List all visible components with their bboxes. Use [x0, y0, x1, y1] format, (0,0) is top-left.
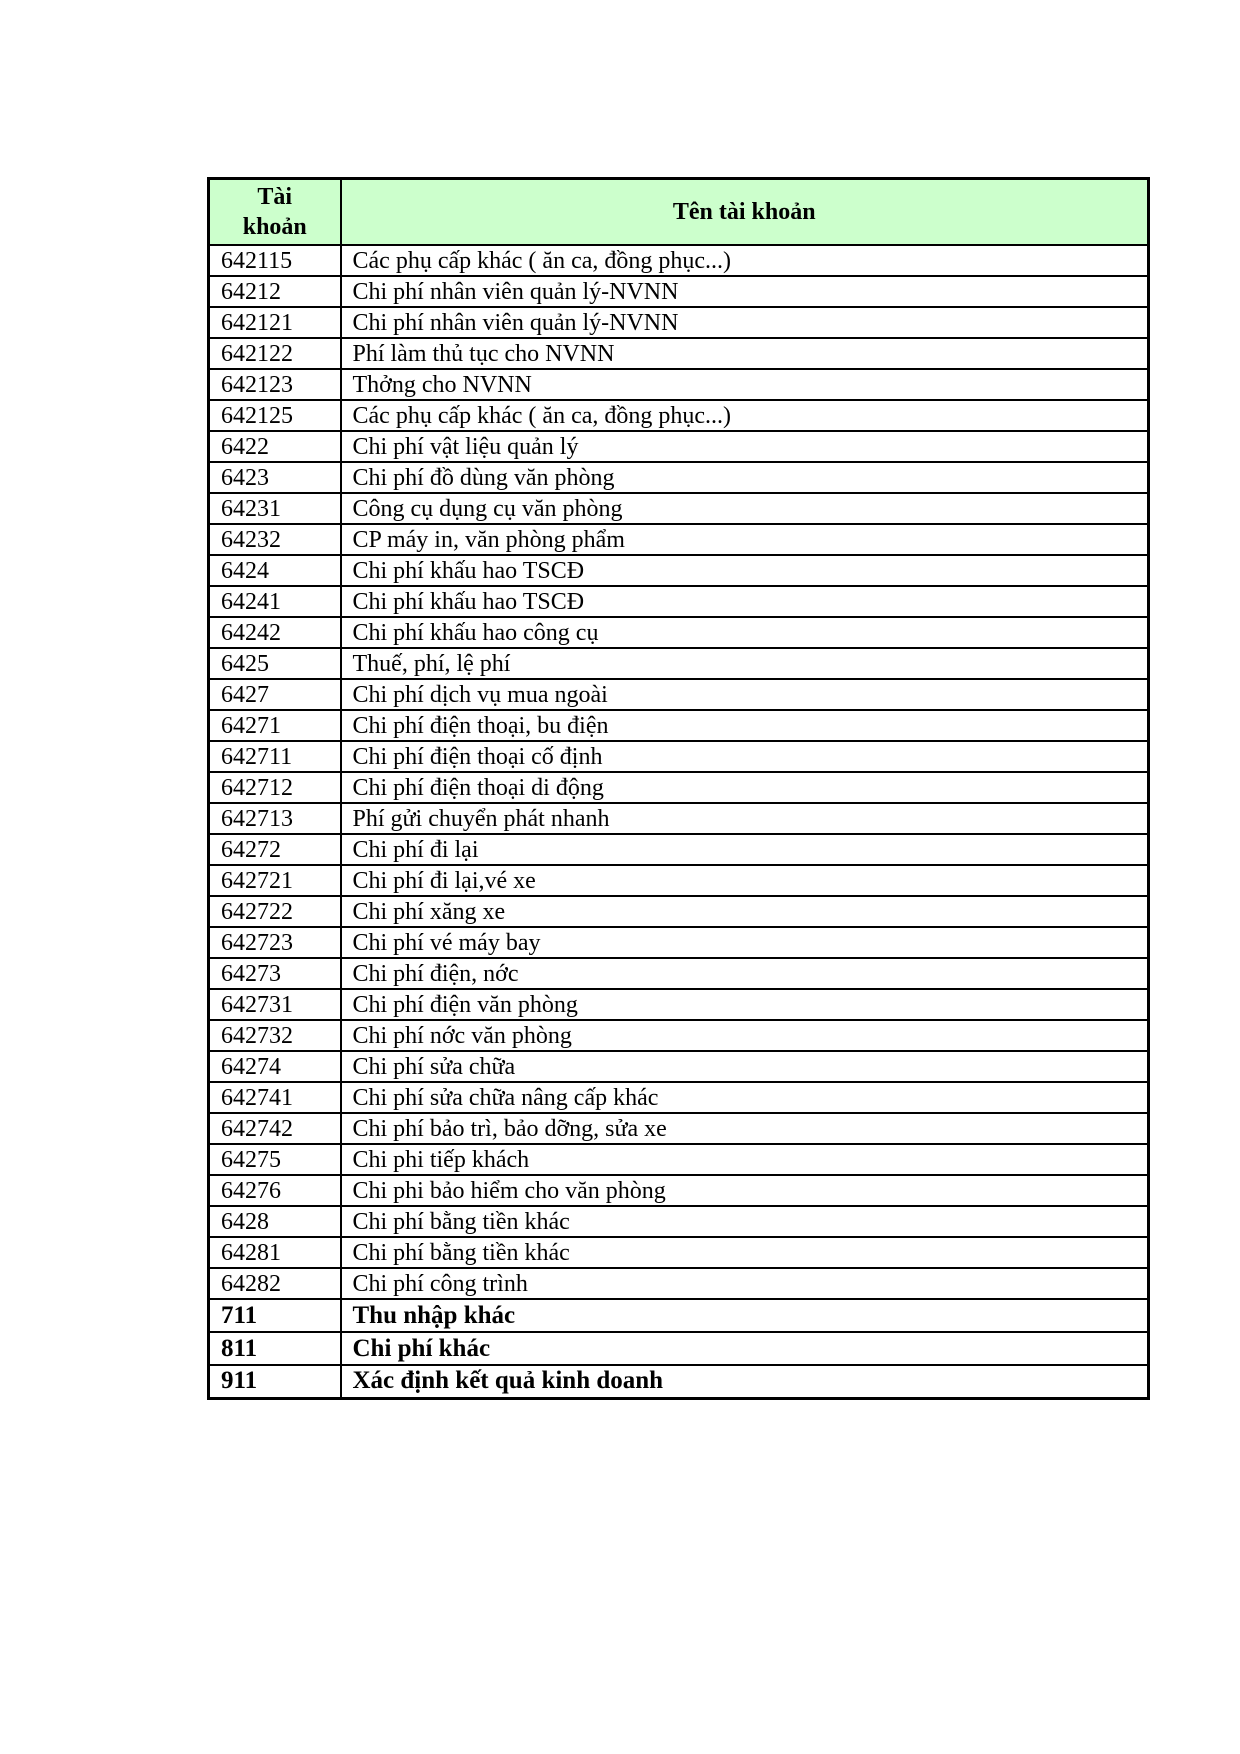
account-code-cell: 642722: [209, 896, 341, 927]
table-row: [209, 648, 1149, 679]
table-row: [209, 679, 1149, 710]
account-code-cell: 642125: [209, 400, 341, 431]
table-row: [209, 524, 1149, 555]
table-row: [209, 1051, 1149, 1082]
account-name-cell: Chi phi bảo hiểm cho văn phòng: [341, 1175, 1149, 1206]
account-name-cell: Chi phí đi lại: [341, 834, 1149, 865]
table-row: [209, 400, 1149, 431]
account-code-cell: 64212: [209, 276, 341, 307]
table-row: [209, 617, 1149, 648]
account-code-cell: 642123: [209, 369, 341, 400]
account-code-cell: 642731: [209, 989, 341, 1020]
account-name-cell: Chi phí khấu hao TSCĐ: [341, 586, 1149, 617]
table-row: [209, 245, 1149, 276]
table-row: [209, 1237, 1149, 1268]
account-name-cell: Thu nhập khác: [341, 1299, 1149, 1332]
account-name-cell: Công cụ dụng cụ văn phòng: [341, 493, 1149, 524]
account-code-cell: 642721: [209, 865, 341, 896]
table-row: [209, 1332, 1149, 1365]
account-code-cell: 64232: [209, 524, 341, 555]
header-row: [209, 179, 1149, 246]
account-code-cell: 642723: [209, 927, 341, 958]
account-name-cell: Chi phí khấu hao TSCĐ: [341, 555, 1149, 586]
account-name-cell: Chi phí bằng tiền khác: [341, 1206, 1149, 1237]
account-name-cell: Xác định kết quả kinh doanh: [341, 1365, 1149, 1398]
account-name-cell: Chi phi tiếp khách: [341, 1144, 1149, 1175]
account-name-cell: Chi phí bảo trì, bảo dỡng, sửa xe: [341, 1113, 1149, 1144]
table-row: [209, 555, 1149, 586]
account-name-cell: Chi phí nhân viên quản lý-NVNN: [341, 307, 1149, 338]
account-code-cell: 64242: [209, 617, 341, 648]
account-name-cell: Chi phí khấu hao công cụ: [341, 617, 1149, 648]
account-code-cell: 64273: [209, 958, 341, 989]
header-account-name: Tên tài khoản: [341, 179, 1149, 246]
account-table: [207, 177, 1150, 1400]
account-code-cell: 64276: [209, 1175, 341, 1206]
account-code-cell: 811: [209, 1332, 341, 1365]
account-code-cell: 642122: [209, 338, 341, 369]
account-name-cell: Chi phí xăng xe: [341, 896, 1149, 927]
table-row: [209, 989, 1149, 1020]
table-row: [209, 586, 1149, 617]
table-header: [209, 179, 1149, 246]
account-code-cell: 64231: [209, 493, 341, 524]
account-code-cell: 642732: [209, 1020, 341, 1051]
table-row: [209, 1144, 1149, 1175]
account-code-cell: 6428: [209, 1206, 341, 1237]
account-code-cell: 64281: [209, 1237, 341, 1268]
account-name-cell: Các phụ cấp khác ( ăn ca, đồng phục...): [341, 245, 1149, 276]
account-name-cell: Chi phí công trình: [341, 1268, 1149, 1299]
table-row: [209, 307, 1149, 338]
account-code-cell: 642711: [209, 741, 341, 772]
account-name-cell: Các phụ cấp khác ( ăn ca, đồng phục...): [341, 400, 1149, 431]
account-name-cell: Phí làm thủ tục cho NVNN: [341, 338, 1149, 369]
account-code-cell: 911: [209, 1365, 341, 1398]
table-row: [209, 772, 1149, 803]
account-code-cell: 642742: [209, 1113, 341, 1144]
header-account-code: [209, 179, 341, 246]
account-code-cell: 642115: [209, 245, 341, 276]
table-row: [209, 276, 1149, 307]
table-row: [209, 834, 1149, 865]
table-row: [209, 710, 1149, 741]
account-name-cell: Chi phí đi lại,vé xe: [341, 865, 1149, 896]
table-row: [209, 1365, 1149, 1398]
table-row: [209, 1268, 1149, 1299]
table-row: [209, 865, 1149, 896]
account-code-cell: 64272: [209, 834, 341, 865]
table-row: [209, 1206, 1149, 1237]
account-code-cell: 64271: [209, 710, 341, 741]
table-body: [209, 245, 1149, 1398]
table-row: [209, 896, 1149, 927]
account-code-cell: 6423: [209, 462, 341, 493]
account-name-cell: Thuế, phí, lệ phí: [341, 648, 1149, 679]
account-name-cell: Chi phí vé máy bay: [341, 927, 1149, 958]
account-code-cell: 6422: [209, 431, 341, 462]
account-name-cell: Chi phí nớc văn phòng: [341, 1020, 1149, 1051]
account-name-cell: Chi phí nhân viên quản lý-NVNN: [341, 276, 1149, 307]
table-row: [209, 1175, 1149, 1206]
table-row: [209, 1020, 1149, 1051]
account-name-cell: Chi phí vật liệu quản lý: [341, 431, 1149, 462]
account-code-cell: 642741: [209, 1082, 341, 1113]
table-row: [209, 369, 1149, 400]
account-name-cell: Chi phí điện văn phòng: [341, 989, 1149, 1020]
account-name-cell: Phí gửi chuyển phát nhanh: [341, 803, 1149, 834]
account-name-cell: Chi phí điện thoại, bu điện: [341, 710, 1149, 741]
account-code-cell: 6427: [209, 679, 341, 710]
account-name-cell: Chi phí điện thoại di động: [341, 772, 1149, 803]
account-name-cell: CP máy in, văn phòng phẩm: [341, 524, 1149, 555]
table-row: [209, 1299, 1149, 1332]
account-code-cell: 642712: [209, 772, 341, 803]
account-code-cell: 642121: [209, 307, 341, 338]
account-name-cell: Chi phí sửa chữa: [341, 1051, 1149, 1082]
account-name-cell: Chi phí sửa chữa nâng cấp khác: [341, 1082, 1149, 1113]
table-row: [209, 958, 1149, 989]
table-row: [209, 462, 1149, 493]
account-name-cell: Thởng cho NVNN: [341, 369, 1149, 400]
account-code-cell: 6424: [209, 555, 341, 586]
table-row: [209, 1113, 1149, 1144]
header-code-line1: Tài: [257, 184, 293, 210]
table-row: [209, 1082, 1149, 1113]
table-row: [209, 803, 1149, 834]
account-code-cell: 64275: [209, 1144, 341, 1175]
table-row: [209, 927, 1149, 958]
account-name-cell: Chi phí điện thoại cố định: [341, 741, 1149, 772]
account-code-cell: 64274: [209, 1051, 341, 1082]
account-name-cell: Chi phí dịch vụ mua ngoài: [341, 679, 1149, 710]
table-row: [209, 431, 1149, 462]
account-name-cell: Chi phí bằng tiền khác: [341, 1237, 1149, 1268]
table-row: [209, 493, 1149, 524]
table-row: [209, 338, 1149, 369]
table-row: [209, 741, 1149, 772]
account-code-cell: 711: [209, 1299, 341, 1332]
header-code-line2: khoản: [242, 214, 307, 240]
account-code-cell: 642713: [209, 803, 341, 834]
account-code-cell: 64241: [209, 586, 341, 617]
account-name-cell: Chi phí điện, nớc: [341, 958, 1149, 989]
account-name-cell: Chi phí đồ dùng văn phòng: [341, 462, 1149, 493]
account-name-cell: Chi phí khác: [341, 1332, 1149, 1365]
account-code-cell: 6425: [209, 648, 341, 679]
account-code-cell: 64282: [209, 1268, 341, 1299]
